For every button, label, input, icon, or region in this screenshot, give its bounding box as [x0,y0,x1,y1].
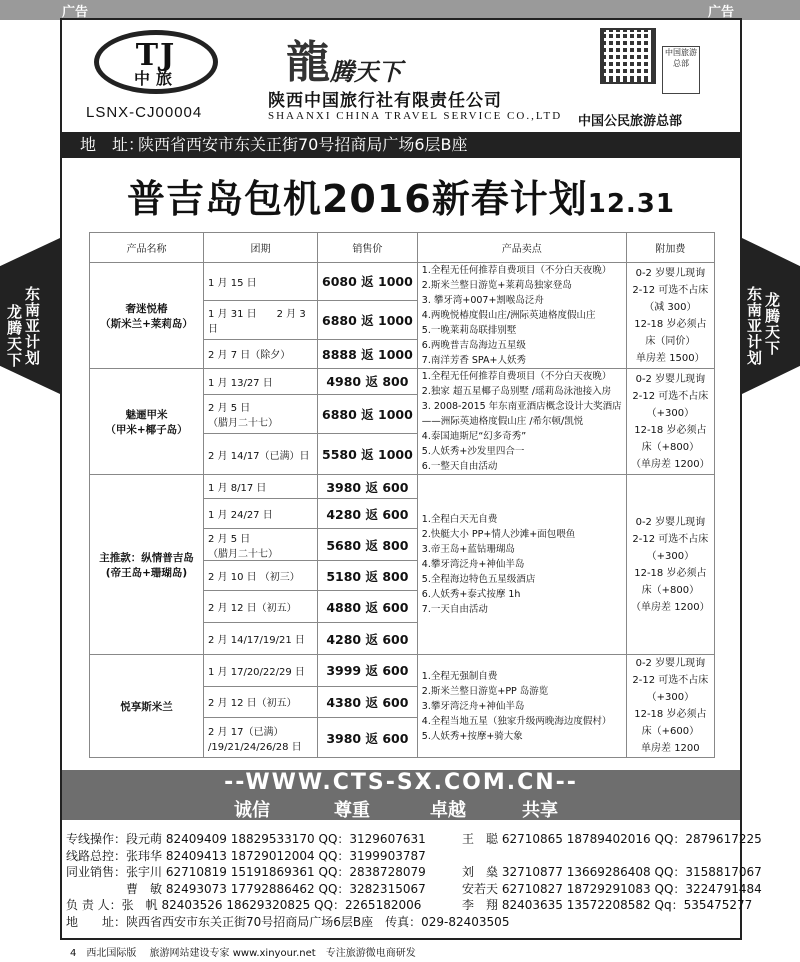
tour-date: 2 月 17（已满） /19/21/24/26/28 日 [204,718,318,758]
sale-price: 3980 返 600 [318,475,418,499]
feature-item: 3. 2008-2015 年东南亚酒店概念设计大奖酒店 [421,401,622,412]
feature-item: 5.全程海边特色五星级酒店 [421,574,536,585]
feature-item: 3.攀牙湾泛舟+神仙半岛 [421,700,525,712]
tour-date: 2 月 14/17（已满）日 [204,434,318,475]
product-features [417,263,626,369]
addon-item: 0-2 岁婴儿现询 [635,658,706,669]
addon-item: 2-12 可选不占床（+300） [632,675,709,703]
tour-date: 1 月 31 日 2 月 3 日 [204,300,318,339]
page-title [62,168,740,223]
addon-fees [626,263,714,369]
feature-item: 7.一天自由活动 [421,604,488,615]
addon-fees [626,369,714,475]
product-name: 奢迷悦椿 （斯米兰+莱莉岛） [90,263,204,369]
sale-price: 8888 返 1000 [318,339,418,368]
addon-item: 0-2 岁婴儿现询 [635,373,706,385]
address-key: 地 址： [80,135,145,154]
tour-date: 1 月 17/20/22/29 日 [204,655,318,687]
side-left-text-b: 龙腾天下 [5,304,23,368]
sale-price: 5580 返 1000 [318,434,418,475]
title-main: 普吉岛包机2016新春计划 [126,177,588,221]
logo-sub: 中旅 [133,69,178,88]
addon-fees [626,655,714,758]
logo-mark: TJ [135,38,177,73]
sale-price: 6880 返 1000 [318,394,418,433]
feature-item: 4.攀牙湾泛舟+神仙半岛 [421,559,525,570]
tour-date: 2 月 12 日（初五） [204,591,318,623]
sale-price: 3980 返 600 [318,718,418,758]
addon-item: 单房差 1500） [636,352,705,364]
tour-date: 2 月 14/17/19/21 日 [204,623,318,655]
product-features [417,475,626,655]
contact-text: 地 址：陕西省西安市东关正街70号招商局广场6层B座 传真：029-82403505 [66,914,510,929]
contact-text: 负 责 人：张 帆 82403526 18629320825 QQ：2265182006 [66,898,422,912]
feature-item: ——洲际英迪格度假山庄 /希尔顿/凯悦 [421,416,584,427]
sale-price: 4980 返 800 [318,369,418,395]
slogan: 腾天下 [330,58,402,86]
dragon-calligraphy-icon: 龍 [286,37,330,88]
tour-date: 2 月 5 日 （腊月二十七） [204,529,318,561]
addon-item: 0-2 岁婴儿现询 [635,267,706,279]
motto-3: 卓越 [430,800,466,821]
contact-text: 刘 燊 32710877 13669286408 QQ：3158817067 [462,865,762,879]
sale-price: 4380 返 600 [318,686,418,718]
addon-item: 12-18 岁必须占床（+800） [634,567,707,596]
feature-item: 7.南洋芳香 SPA+人妖秀 [421,355,526,366]
company-name: 陕西中国旅行社有限责任公司 [268,91,502,111]
sale-price: 3999 返 600 [318,655,418,687]
website-url[interactable]: --WWW.CTS-SX.COM.CN-- [224,770,578,795]
feature-item: 6.一整天自由活动 [421,461,498,472]
qr-code-pattern [604,32,648,76]
feature-item: 4.两晚悦椿度假山庄/洲际英迪格度假山庄 [421,310,596,321]
address-value: 陕西省西安市东关正街70号招商局广场6层B座 [138,135,468,154]
addon-item: 2-12 可选不占床（减 300） [632,284,709,313]
col-product-name: 产品名称 [90,233,204,263]
col-addon: 附加费 [626,233,714,263]
side-right-text-a: 龙腾天下 [763,292,781,356]
contact-text: 专线操作：段元萌 82409409 18829533170 QQ：3129607631 [66,832,426,846]
addon-item: 2-12 可选不占床（+300） [632,390,709,419]
feature-item: 1.全程无任何推荐自费项目（不分白天夜晚） [421,371,612,382]
col-dates: 团期 [204,233,318,263]
feature-item: 1.全程无强制自费 [421,670,498,682]
tour-date: 2 月 7 日（除夕） [204,339,318,368]
tour-date: 1 月 24/27 日 [204,499,318,529]
company-name-en: SHAANXI CHINA TRAVEL SERVICE CO.,LTD [268,110,563,122]
tour-date: 2 月 5 日 （腊月二十七） [204,394,318,433]
product-name: 主推款：纵情普吉岛 (帝王岛+珊瑚岛) [90,475,204,655]
table-row [90,475,715,499]
tour-date: 1 月 15 日 [204,263,318,301]
addon-item: 0-2 岁婴儿现询 [635,516,706,528]
table-row [90,369,715,395]
contact-text: 同业销售：张宇川 62710819 15191869361 QQ：2838728079 [66,865,426,879]
motto-2: 尊重 [334,800,370,821]
sale-price: 4280 返 600 [318,499,418,529]
feature-item: 3.帝王岛+蓝钻珊瑚岛 [421,544,515,555]
feature-item: 2.快艇大小 PP+情人沙滩+面包喂鱼 [421,529,576,540]
address-bar [62,132,740,158]
addon-item: 单房差 1200 [641,743,700,754]
page-footer: 4 西北国际版 旅游网站建设专家 www.xinyour.net 专注旅游微电商研发 [70,948,416,959]
feature-item: 6.两晚普吉岛海边五星级 [421,340,526,351]
feature-item: 1.全程无任何推荐自费项目（不分白天夜晚） [421,265,612,276]
motto-4: 共享 [522,800,558,821]
col-price: 销售价 [318,233,418,263]
tour-date: 2 月 12 日（初五） [204,686,318,718]
contact-text: 安若天 62710827 18729291083 QQ：3224791484 [462,881,762,896]
contact-text: 李 翔 82403635 13572208582 Qq：535475277 [462,898,753,912]
product-name: 悦享斯米兰 [90,655,204,758]
feature-item: 4.全程当地五星（独家升级两晚海边度假村） [421,715,612,727]
feature-item: 3. 攀牙湾+007+割喉岛泛舟 [421,295,544,306]
feature-item: 5.人妖秀+沙发里四合一 [421,446,525,457]
itinerary-table [89,232,715,758]
feature-item: 2.斯米兰整日游览+PP 岛游览 [421,685,549,697]
feature-item: 4.泰国迪斯尼“幻多奇秀” [421,431,527,442]
side-right-text-b: 东南亚计划 [745,286,763,366]
feature-item: 6.人妖秀+泰式按摩 1h [421,589,521,600]
feature-item: 5.一晚莱莉岛联排别墅 [421,325,517,336]
contact-text: 曹 敏 82493073 17792886462 QQ：3282315067 [66,881,426,896]
contact-text: 线路总控：张玮华 82409413 18729012004 QQ：3199903787 [66,848,426,863]
side-left-text-a: 东南亚计划 [23,286,41,366]
table-header-row [90,233,715,263]
addon-item: （单房差 1200） [631,601,710,613]
sale-price: 6880 返 1000 [318,300,418,339]
contact-text: 王 聪 62710865 18789402016 QQ：2879617225 [462,832,762,846]
addon-fees [626,475,714,655]
motto-1: 诚信 [234,800,270,821]
ad-label-left: 广告 [62,5,89,20]
title-date: 12.31 [587,189,675,219]
ad-label-right: 广告 [708,5,735,20]
website-bar [62,770,740,820]
sale-price: 5180 返 800 [318,561,418,591]
qr-caption: 中国公民旅游总部 [578,114,683,129]
tour-date: 1 月 8/17 日 [204,475,318,499]
tour-date: 2 月 10 日 （初三） [204,561,318,591]
product-name: 魅逦甲米 （甲米+椰子岛） [90,369,204,475]
feature-item: 1.全程白天无自费 [421,514,498,525]
addon-item: 12-18 岁必须占床（+800） [634,424,707,453]
addon-item: 12-18 岁必须占床（同价） [634,318,707,347]
product-features [417,369,626,475]
product-features [417,655,626,758]
sale-price: 6080 返 1000 [318,263,418,301]
sale-price: 4280 返 600 [318,623,418,655]
feature-item: 2.独家 超五星椰子岛别墅 /瑶莉岛泳池接入房 [421,386,612,397]
tour-date: 1 月 13/27 日 [204,369,318,395]
qr-side-logo: 中国旅游总部 [662,46,700,94]
col-features: 产品卖点 [417,233,626,263]
license-number: LSNX-CJ00004 [86,104,203,121]
addon-item: 12-18 岁必须占床（+600） [634,709,707,737]
sale-price: 5680 返 800 [318,529,418,561]
feature-item: 5.人妖秀+按摩+骑大象 [421,730,523,742]
sale-price: 4880 返 600 [318,591,418,623]
table-row [90,655,715,687]
feature-item: 2.斯米兰整日游览+莱莉岛独家登岛 [421,280,572,291]
addon-item: （单房差 1200） [631,458,710,470]
table-row [90,263,715,301]
addon-item: 2-12 可选不占床（+300） [632,533,709,562]
ad-strip [0,0,800,20]
